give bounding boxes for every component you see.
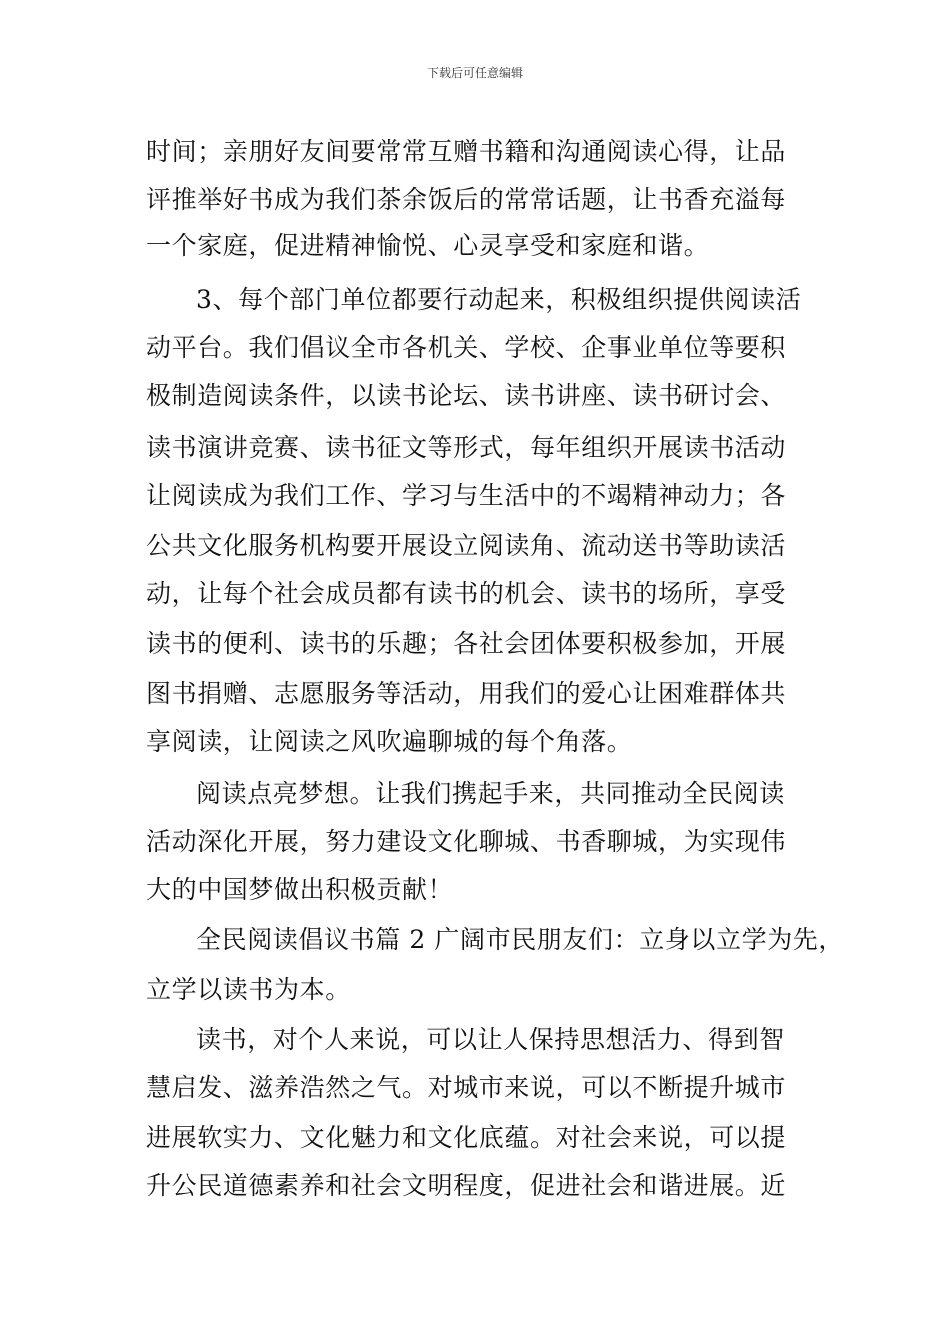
text-line: 大的中国梦做出积极贡献！ xyxy=(146,875,454,904)
text-line: 活动深化开展，努力建设文化聊城、书香聊城，为实现伟 xyxy=(146,827,787,856)
text-line: 享阅读，让阅读之风吹遍聊城的每个角落。 xyxy=(146,727,633,756)
text-line: 动，让每个社会成员都有读书的机会、读书的场所，享受 xyxy=(146,579,787,608)
text-line: 慧启发、滋养浩然之气。对城市来说，可以不断提升城市 xyxy=(146,1073,787,1102)
text-line: 立学以读书为本。 xyxy=(146,975,351,1004)
text-line: 一个家庭，促进精神愉悦、心灵享受和家庭和谐。 xyxy=(146,231,710,260)
text-line: 让阅读成为我们工作、学习与生活中的不竭精神动力；各 xyxy=(146,481,787,510)
text-line: 图书捐赠、志愿服务等活动，用我们的爱心让困难群体共 xyxy=(146,679,787,708)
text-line: 极制造阅读条件，以读书论坛、读书讲座、读书研讨会、 xyxy=(146,381,787,410)
text-line: 进展软实力、文化魅力和文化底蕴。对社会来说，可以提 xyxy=(146,1123,787,1152)
text-line: 读书的便利、读书的乐趣；各社会团体要积极参加，开展 xyxy=(146,629,787,658)
text-line: 全民阅读倡议书篇 2 广阔市民朋友们：立身以立学为先， xyxy=(196,925,845,954)
text-line: 动平台。我们倡议全市各机关、学校、企事业单位等要积 xyxy=(146,333,787,362)
text-line: 读书，对个人来说，可以让人保持思想活力、得到智 xyxy=(196,1025,785,1054)
text-line: 升公民道德素养和社会文明程度，促进社会和谐进展。近 xyxy=(146,1171,787,1200)
text-line: 公共文化服务机构要开展设立阅读角、流动送书等助读活 xyxy=(146,531,787,560)
text-line: 读书演讲竞赛、读书征文等形式，每年组织开展读书活动 xyxy=(146,433,787,462)
text-line: 阅读点亮梦想。让我们携起手来，共同推动全民阅读 xyxy=(196,779,785,808)
page-header: 下载后可任意编辑 xyxy=(426,66,523,80)
text-line: 时间；亲朋好友间要常常互赠书籍和沟通阅读心得，让品 xyxy=(146,137,787,166)
text-line: 评推举好书成为我们茶余饭后的常常话题，让书香充溢每 xyxy=(146,185,787,214)
text-line: 3、每个部门单位都要行动起来，积极组织提供阅读活 xyxy=(196,285,802,314)
